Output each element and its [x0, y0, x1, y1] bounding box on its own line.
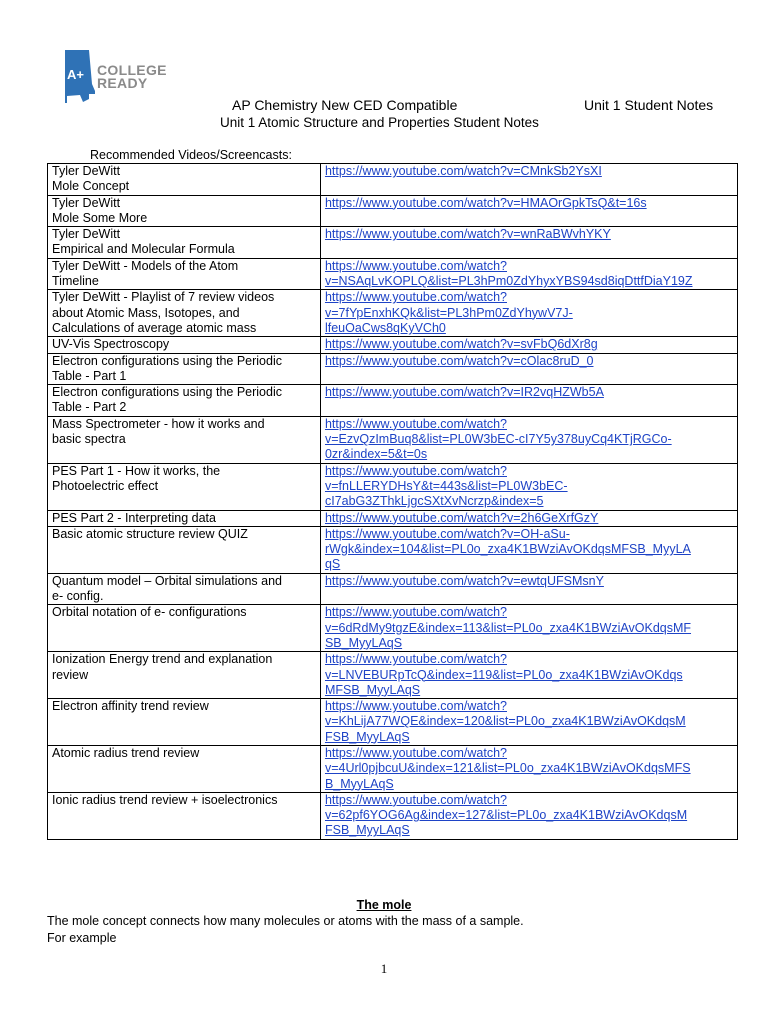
video-row — [48, 652, 738, 699]
video-row — [48, 510, 738, 526]
video-title-cell: Ionization Energy trend and explanation review — [48, 652, 321, 699]
video-row — [48, 605, 738, 652]
video-title-cell: Ionic radius trend review + isoelectronics — [48, 792, 321, 839]
video-title-cell: Electron configurations using the Periodic Table - Part 1 — [48, 353, 321, 385]
video-link-cell — [320, 258, 737, 290]
video-link-cell — [320, 792, 737, 839]
video-link[interactable]: https://www.youtube.com/watch? v=fnLLERYDHsY&t=443s&list=PL0W3bEC- cI7abG3ZThkLjgcSXtXvNcrzp&index=5 — [324, 463, 568, 509]
video-title-cell: Electron affinity trend review — [48, 699, 321, 746]
video-title-cell: Atomic radius trend review — [48, 745, 321, 792]
video-link-cell — [320, 337, 737, 353]
video-row — [48, 745, 738, 792]
video-link[interactable]: https://www.youtube.com/watch? v=LNVEBURpTcQ&index=119&list=PL0o_zxa4K1BWziAvOKdqs MFSB_MyyLAqS — [324, 652, 683, 697]
video-link[interactable]: https://www.youtube.com/watch?v=ewtqUFSMsnY — [324, 573, 604, 588]
page-number: 1 — [380, 961, 388, 976]
video-title-cell: Orbital notation of e- configurations — [48, 605, 321, 652]
video-title-cell: Tyler DeWitt Empirical and Molecular Formula — [48, 227, 321, 259]
video-title-cell: UV-Vis Spectroscopy — [48, 337, 321, 353]
video-row — [48, 258, 738, 290]
alabama-map-icon — [62, 50, 96, 106]
video-link[interactable]: https://www.youtube.com/watch?v=CMnkSb2YsXI — [324, 164, 602, 178]
logo-wordmark — [97, 64, 177, 90]
video-row — [48, 164, 738, 196]
video-title-cell: Tyler DeWitt Mole Concept — [48, 164, 321, 196]
video-link[interactable]: https://www.youtube.com/watch? v=KhLijA77WQE&index=120&list=PL0o_zxa4K1BWziAvOKdqsM FSB_MyyLAqS — [324, 699, 686, 744]
video-link-cell — [320, 195, 737, 227]
logo-line2: READY — [97, 75, 148, 91]
video-row — [48, 699, 738, 746]
video-row — [48, 416, 738, 463]
video-row — [48, 290, 738, 337]
video-link-cell — [320, 227, 737, 259]
video-row — [48, 792, 738, 839]
video-title-cell: Electron configurations using the Periodic Table - Part 2 — [48, 385, 321, 417]
video-link[interactable]: https://www.youtube.com/watch? v=62pf6YOG6Ag&index=127&list=PL0o_zxa4K1BWziAvOKdqsM FSB_MyyLAqS — [324, 792, 688, 838]
document-subtitle: Unit 1 Atomic Structure and Properties Student Notes — [220, 115, 539, 130]
video-link[interactable]: https://www.youtube.com/watch? v=6dRdMy9tgzE&index=113&list=PL0o_zxa4K1BWziAvOKdqsMF SB_MyyLAqS — [324, 605, 692, 650]
video-link-cell — [320, 385, 737, 417]
video-link[interactable]: https://www.youtube.com/watch? v=7fYpEnxhKQk&list=PL3hPm0ZdYhywV7J- lfeuOaCws8qKyVCh0 — [324, 290, 573, 335]
video-row — [48, 337, 738, 353]
recommended-videos-label: Recommended Videos/Screencasts: — [90, 148, 292, 162]
video-link[interactable]: https://www.youtube.com/watch?v=OH-aSu- rWgk&index=104&list=PL0o_zxa4K1BWziAvOKdqsMFSB_MyyLA qS — [324, 526, 691, 572]
video-link[interactable]: https://www.youtube.com/watch?v=IR2vqHZWb5A — [324, 385, 604, 400]
video-link-cell — [320, 164, 737, 196]
video-link-cell — [320, 526, 737, 573]
video-title-cell: PES Part 2 - Interpreting data — [48, 510, 321, 526]
video-row — [48, 463, 738, 510]
video-row — [48, 526, 738, 573]
video-link-cell — [320, 745, 737, 792]
video-link-cell — [320, 699, 737, 746]
videos-table-body — [48, 164, 738, 840]
college-ready-logo — [62, 50, 174, 108]
video-title-cell: Mass Spectrometer - how it works and basic spectra — [48, 416, 321, 463]
video-link-cell — [320, 463, 737, 510]
video-link[interactable]: https://www.youtube.com/watch? v=NSAqLvKOPLQ&list=PL3hPm0ZdYhyxYBS94sd8iqDttfDiaY19Z — [324, 258, 693, 289]
video-link[interactable]: https://www.youtube.com/watch?v=HMAOrGpkTsQ&t=16s — [324, 195, 647, 210]
logo-line1: COLLEGE — [97, 62, 167, 78]
video-link[interactable]: https://www.youtube.com/watch?v=cOlac8ruD_0 — [324, 353, 594, 368]
video-link[interactable]: https://www.youtube.com/watch? v=EzvQzImBuq8&list=PL0W3bEC-cI7Y5y378uyCq4KTjRGCo- 0zr&index=5&t=0s — [324, 416, 672, 462]
video-title-cell: Tyler DeWitt - Playlist of 7 review videos about Atomic Mass, Isotopes, and Calculations of average atomic mass — [48, 290, 321, 337]
video-link[interactable]: https://www.youtube.com/watch?v=svFbQ6dXr8g — [324, 337, 598, 352]
video-title-cell: Quantum model – Orbital simulations and e- config. — [48, 573, 321, 605]
video-row — [48, 227, 738, 259]
video-title-cell: Tyler DeWitt Mole Some More — [48, 195, 321, 227]
video-link-cell — [320, 605, 737, 652]
video-link[interactable]: https://www.youtube.com/watch?v=wnRaBWvhYKY — [324, 227, 611, 242]
video-link-cell — [320, 416, 737, 463]
logo-badge: A+ — [67, 67, 84, 82]
video-row — [48, 353, 738, 385]
video-link-cell — [320, 290, 737, 337]
video-row — [48, 573, 738, 605]
mole-section-heading: The mole — [356, 898, 412, 912]
mole-intro-text: The mole concept connects how many molecules or atoms with the mass of a sample. — [47, 914, 524, 928]
mole-example-text: For example — [47, 931, 117, 945]
video-row — [48, 385, 738, 417]
video-title-cell: PES Part 1 - How it works, the Photoelectric effect — [48, 463, 321, 510]
videos-table — [47, 163, 738, 840]
video-link-cell — [320, 510, 737, 526]
video-title-cell: Basic atomic structure review QUIZ — [48, 526, 321, 573]
video-link-cell — [320, 573, 737, 605]
video-row — [48, 195, 738, 227]
document-unit-label: Unit 1 Student Notes — [584, 97, 714, 113]
video-link[interactable]: https://www.youtube.com/watch? v=4Url0pjbcuU&index=121&list=PL0o_zxa4K1BWziAvOKdqsMFS B_MyyLAqS — [324, 745, 691, 791]
video-link-cell — [320, 353, 737, 385]
video-link-cell — [320, 652, 737, 699]
video-title-cell: Tyler DeWitt - Models of the Atom Timeline — [48, 258, 321, 290]
document-title: AP Chemistry New CED Compatible — [232, 97, 458, 113]
video-link[interactable]: https://www.youtube.com/watch?v=2h6GeXrfGzY — [324, 510, 599, 525]
